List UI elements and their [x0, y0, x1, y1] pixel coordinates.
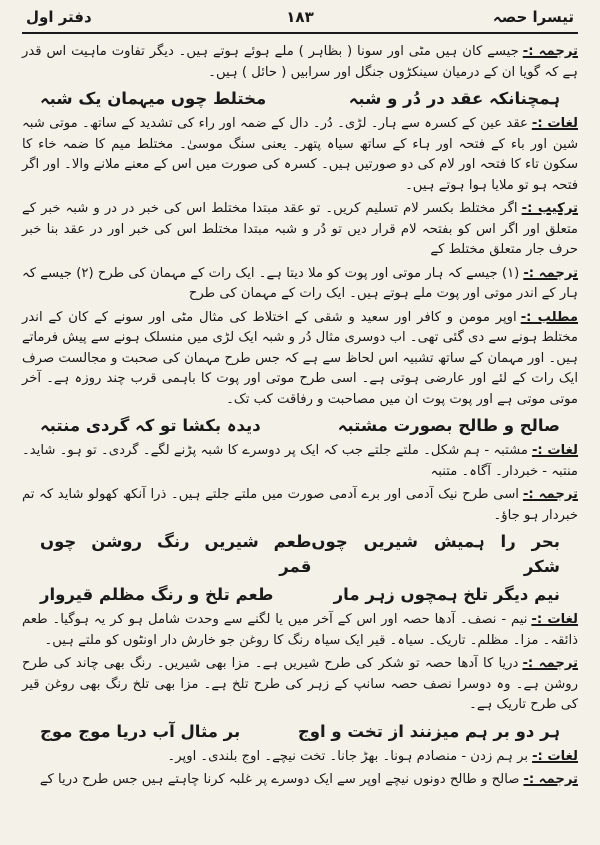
verse-hemistich: طعم تلخ و رنگ مظلم قیروار	[40, 585, 274, 604]
paragraph	[22, 654, 578, 716]
paragraph-text: مشتبہ - ہم شکل۔ ملتے جلتے جب کہ ایک پر دوسرے کا شبہ پڑنے لگے۔ گردی۔ تو ہو۔ شاید۔ منتبہ - خبردار۔ آگاہ۔ متنبہ	[22, 443, 578, 479]
paragraph	[22, 485, 578, 526]
paragraph	[22, 199, 578, 261]
paragraph-text: اوپر مومن و کافر اور سعید و شقی کے اختلاط کی مثال مٹی اور سونے کے کان کے اندر مختلط ہونے سے دی گئی تھی۔ اب دوسری مثال دُر و شبہ ایک لڑی میں منسلک ہونے سے پیش فرماتے ہیں۔ اور مہمان کے ساتھ تشبیہ اس لحاظ سے ہے کہ جس طرح مہمان کی صحبت و مجالست صرف ایک رات کے لئے اور عارضی ہوتی ہے۔ اسی طرح موتی اور پوت کا باہمی قرب چند روزہ ہے۔ آخر موتی موتی ہے اور پوت پوت ان میں مصاحبت و رفاقت کب تک۔	[22, 309, 578, 407]
verse-hemistich: بحر را ہمیش شیریں چوں شکر	[311, 532, 560, 576]
page-header	[22, 8, 578, 34]
verse-line	[22, 719, 578, 744]
section-label: لغات :-	[531, 443, 579, 458]
section-label: ترجمہ :-	[523, 265, 578, 281]
paragraph	[22, 747, 578, 768]
verse-hemistich: ہر دو بر ہم میزنند از تخت و اوج	[297, 721, 560, 741]
verse-line	[22, 413, 578, 438]
verse-hemistich: مختلط چوں میہمان یک شبہ	[40, 89, 267, 108]
paragraph-text: نیم - نصف۔ آدھا حصہ اور اس کے آخر میں یا لگنے سے وحدت شامل ہو کر یہ ہوگیا۔ طعم ذائقہ۔ مزا۔ مظلم۔ تاریک۔ سیاہ۔ قیر ایک سیاہ رنگ کا روغن جو خارش دار اونٹوں کو ملتے ہیں۔	[22, 612, 578, 648]
verse-hemistich: صالح و طالح بصورت مشتبہ	[337, 416, 560, 435]
paragraph-text: صالح و طالح دونوں نیچے اوپر سے ایک دوسرے پر غلبہ کرنا چاہتے ہیں جس طرح دریا کے	[39, 772, 520, 787]
verse-hemistich: طعم شیریں رنگ روشن چوں قمر	[40, 532, 312, 576]
verse-hemistich: دیدہ بکشا تو کہ گردی منتبہ	[40, 416, 261, 435]
paragraph-text: اگر مختلط بکسر لام تسلیم کریں۔ تو عقد مبتدا مختلط اس کی خبر در در و شبہ خبر کے متعلق اور اگر اس کو بفتحہ لام قرار دیں تو دُر و شبہ مبتدا مختلط اس کی خبر اور در عقد بنا خبر حرف جار متعلق مختلط کے	[22, 201, 578, 257]
verse-line	[22, 86, 578, 111]
paragraph	[22, 42, 578, 83]
book-title: دفتر اول	[26, 8, 92, 26]
paragraph-text: بر ہم زدن - منصادم ہونا۔ بھڑ جانا۔ تخت نیچے۔ اوج بلندی۔ اوپر۔	[167, 748, 529, 764]
page-body	[22, 42, 578, 791]
paragraph	[22, 770, 578, 791]
verse-hemistich: نیم دیگر تلخ ہمچوں زہر مار	[333, 585, 560, 604]
verse-hemistich: ہمچنانکہ عقد در دُر و شبہ	[348, 89, 560, 108]
paragraph	[22, 264, 578, 305]
verse-line	[22, 582, 578, 607]
section-label: ترکیب :-	[521, 201, 578, 216]
page-number: ۱۸۳	[286, 8, 314, 26]
section-label: ترجمہ :-	[522, 44, 578, 59]
section-label: لغات :-	[531, 612, 579, 627]
section-label: ترجمہ :-	[522, 656, 578, 671]
section-label: مطلب :-	[520, 309, 578, 325]
section-label: ترجمہ :-	[523, 772, 578, 787]
verse-hemistich: بر مثال آب دریا موج موج	[40, 721, 241, 741]
section-label: ترجمہ :-	[522, 487, 578, 502]
paragraph	[22, 114, 578, 196]
part-title: تیسرا حصہ	[492, 8, 574, 26]
verse-line	[22, 529, 578, 579]
section-label: لغات :-	[532, 748, 578, 764]
paragraph	[22, 441, 578, 482]
paragraph	[22, 308, 578, 411]
paragraph-text: دریا کا آدھا حصہ تو شکر کی طرح شیریں ہے۔ مزا بھی شیریں۔ رنگ بھی چاند کی طرح روشن ہے۔ وہ دوسرا نصف حصہ سانپ کے زہر کی طرح تلخ ہے۔ مزا بھی تلخ رنگ بھی روغن قیر کی طرح تاریک ہے۔	[22, 656, 578, 712]
paragraph-text: عقد عین کے کسرہ سے ہار۔ لڑی۔ دُر۔ دال کے ضمہ اور راء کی تشدید کے ساتھ۔ موتی شبہ شین اور باء کے فتحہ اور ہاء کے ساتھ سیاہ پتھر۔ یعنی سنگ موسیٰ۔ مختلط میم کا ضمہ خاء کا سکون تاء کا فتحہ اور لام کی دو صورتیں ہیں۔ کسرہ کی صورت میں اس کے معنے ملانے والا۔ اور اگر فتحہ ہو تو ملایا ہوا ہوتے ہیں۔	[22, 116, 578, 193]
paragraph	[22, 610, 578, 651]
paragraph-text: (۱) جیسے کہ ہار موتی اور پوت کو ملا دیتا ہے۔ ایک رات کے مہمان کی طرح (۲) جیسے کہ ہار کے اندر موتی اور پوت ملے ہوتے ہیں۔ ایک رات کے مہمان کی طرح	[22, 265, 578, 301]
section-label: لغات :-	[531, 116, 578, 131]
paragraph-text: اسی طرح نیک آدمی اور برے آدمی صورت میں ملتے جلتے ہیں۔ ذرا آنکھ کھولو شاید کہ تم خبردار ہو جاؤ۔	[22, 487, 578, 523]
paragraph-text: جیسے کان ہیں مٹی اور سونا ( بظاہر ) ملے ہوئے ہوتے ہیں۔ دیگر تفاوت ماہیت اس قدر ہے کہ گویا ان کے درمیان سینکڑوں جنگل اور سرابیں ( حائل ) ہیں۔	[22, 44, 578, 80]
